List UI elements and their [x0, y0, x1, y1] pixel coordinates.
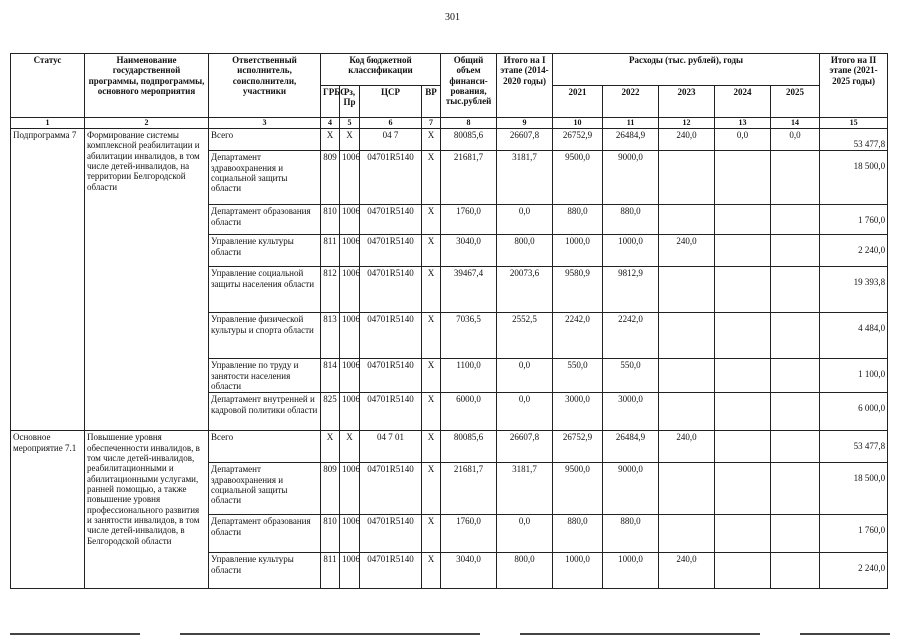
cell-y2024 [715, 431, 771, 463]
cell-grbs: Х [321, 431, 340, 463]
header-csr: ЦСР [360, 86, 422, 118]
cell-vr: Х [422, 235, 441, 267]
row-status: Подпрограмма 7 [11, 129, 85, 431]
header-budget-code: Код бюджетной классификации [321, 54, 441, 86]
col-number: 13 [715, 118, 771, 129]
cell-stage2: 1 100,0 [820, 359, 888, 393]
col-number: 2 [85, 118, 209, 129]
cell-stage2: 19 393,8 [820, 267, 888, 313]
cell-y2025 [771, 553, 820, 589]
cell-y2023 [659, 313, 715, 359]
cell-vr: Х [422, 151, 441, 205]
cell-y2024 [715, 267, 771, 313]
cell-y2022: 1000,0 [603, 553, 659, 589]
cell-executor: Всего [209, 129, 321, 151]
cell-vr: Х [422, 267, 441, 313]
cell-y2021: 26752,9 [553, 431, 603, 463]
cell-vr: Х [422, 431, 441, 463]
cell-y2023 [659, 267, 715, 313]
col-number: 12 [659, 118, 715, 129]
cell-rzpr: 1006 [340, 205, 360, 235]
cell-rzpr: Х [340, 431, 360, 463]
cell-y2024: 0,0 [715, 129, 771, 151]
col-number: 11 [603, 118, 659, 129]
header-rzpr: Рз, Пр [340, 86, 360, 118]
cell-y2021: 550,0 [553, 359, 603, 393]
cell-grbs: 814 [321, 359, 340, 393]
cell-y2023 [659, 393, 715, 431]
col-number: 10 [553, 118, 603, 129]
col-number: 9 [497, 118, 553, 129]
cell-y2025 [771, 267, 820, 313]
col-number: 7 [422, 118, 441, 129]
cell-rzpr: 1006 [340, 359, 360, 393]
cell-stage2: 4 484,0 [820, 313, 888, 359]
cell-stage2: 6 000,0 [820, 393, 888, 431]
cell-stage2: 2 240,0 [820, 553, 888, 589]
cell-csr: 04 7 01 [360, 431, 422, 463]
cell-stage1: 800,0 [497, 553, 553, 589]
cell-rzpr: 1006 [340, 463, 360, 515]
cell-grbs: 810 [321, 515, 340, 553]
header-year-2022: 2022 [603, 86, 659, 118]
cell-total: 1760,0 [441, 205, 497, 235]
cell-y2022: 880,0 [603, 515, 659, 553]
cell-stage1: 800,0 [497, 235, 553, 267]
cell-rzpr: 1006 [340, 515, 360, 553]
cell-executor: Департамент образования области [209, 515, 321, 553]
cell-y2022: 26484,9 [603, 431, 659, 463]
row-name: Формирование системы комплексной реабилитации и абилитации инвалидов, в том числе детей-инвалидов, на территории Белгородской области [85, 129, 209, 431]
cell-stage2: 53 477,8 [820, 129, 888, 151]
cell-executor: Управление социальной защиты населения области [209, 267, 321, 313]
col-number: 3 [209, 118, 321, 129]
cell-grbs: 810 [321, 205, 340, 235]
col-number: 4 [321, 118, 340, 129]
col-number: 15 [820, 118, 888, 129]
cell-y2024 [715, 553, 771, 589]
cell-vr: Х [422, 313, 441, 359]
cell-total: 6000,0 [441, 393, 497, 431]
header-grbs: ГРБС [321, 86, 340, 118]
cell-vr: Х [422, 515, 441, 553]
cell-csr: 04701R5140 [360, 359, 422, 393]
cell-vr: Х [422, 393, 441, 431]
cell-y2023: 240,0 [659, 235, 715, 267]
scan-bottom-edge [0, 633, 905, 635]
cell-y2024 [715, 515, 771, 553]
cell-y2023 [659, 151, 715, 205]
cell-vr: Х [422, 359, 441, 393]
cell-total: 1100,0 [441, 359, 497, 393]
cell-total: 7036,5 [441, 313, 497, 359]
cell-y2023: 240,0 [659, 129, 715, 151]
cell-grbs: 825 [321, 393, 340, 431]
cell-y2024 [715, 359, 771, 393]
header-name: Наименование государственной программы, подпрограммы, основного мероприятия [85, 54, 209, 118]
cell-y2022: 550,0 [603, 359, 659, 393]
cell-rzpr: 1006 [340, 235, 360, 267]
cell-y2025 [771, 151, 820, 205]
cell-vr: Х [422, 463, 441, 515]
cell-y2021: 26752,9 [553, 129, 603, 151]
cell-grbs: 809 [321, 463, 340, 515]
col-number: 8 [441, 118, 497, 129]
row-name: Повышение уровня обеспеченности инвалидов, в том числе детей-инвалидов, реабилитационными и абилитационными услугами, ранней помощью, а также повышение уровня профессионального развития и занятости инвалидов, в том числе детей-инвалидов, в Белгородской области [85, 431, 209, 589]
cell-y2022: 9000,0 [603, 151, 659, 205]
cell-y2023 [659, 359, 715, 393]
cell-csr: 04701R5140 [360, 267, 422, 313]
cell-total: 21681,7 [441, 151, 497, 205]
cell-grbs: 811 [321, 553, 340, 589]
cell-y2023: 240,0 [659, 553, 715, 589]
cell-total: 80085,6 [441, 431, 497, 463]
cell-y2025 [771, 359, 820, 393]
cell-csr: 04 7 [360, 129, 422, 151]
cell-y2021: 9500,0 [553, 151, 603, 205]
cell-y2022: 2242,0 [603, 313, 659, 359]
cell-stage2: 18 500,0 [820, 463, 888, 515]
cell-stage1: 2552,5 [497, 313, 553, 359]
cell-y2023 [659, 515, 715, 553]
cell-y2022: 880,0 [603, 205, 659, 235]
cell-y2025 [771, 431, 820, 463]
cell-rzpr: 1006 [340, 267, 360, 313]
cell-stage2: 1 760,0 [820, 515, 888, 553]
cell-stage2: 18 500,0 [820, 151, 888, 205]
cell-grbs: 813 [321, 313, 340, 359]
cell-y2025 [771, 205, 820, 235]
header-year-2021: 2021 [553, 86, 603, 118]
cell-executor: Управление физической культуры и спорта области [209, 313, 321, 359]
cell-y2024 [715, 235, 771, 267]
cell-vr: Х [422, 129, 441, 151]
cell-total: 3040,0 [441, 553, 497, 589]
cell-y2022: 3000,0 [603, 393, 659, 431]
table-row [11, 431, 888, 463]
col-number: 14 [771, 118, 820, 129]
cell-stage1: 3181,7 [497, 463, 553, 515]
cell-stage1: 26607,8 [497, 129, 553, 151]
header-expenses: Расходы (тыс. рублей), годы [553, 54, 820, 86]
cell-stage2: 1 760,0 [820, 205, 888, 235]
cell-executor: Департамент образования области [209, 205, 321, 235]
cell-total: 80085,6 [441, 129, 497, 151]
cell-y2021: 9580,9 [553, 267, 603, 313]
cell-executor: Департамент внутренней и кадровой политики области [209, 393, 321, 431]
budget-table [10, 53, 888, 589]
cell-y2025 [771, 463, 820, 515]
cell-y2024 [715, 151, 771, 205]
cell-y2021: 1000,0 [553, 553, 603, 589]
page-number: 301 [445, 12, 460, 23]
cell-executor: Управление культуры области [209, 235, 321, 267]
header-status: Статус [11, 54, 85, 118]
cell-executor: Всего [209, 431, 321, 463]
cell-stage1: 0,0 [497, 393, 553, 431]
cell-csr: 04701R5140 [360, 393, 422, 431]
col-number: 5 [340, 118, 360, 129]
header-executor: Ответственный исполнитель, соисполнители, участники [209, 54, 321, 118]
cell-rzpr: Х [340, 129, 360, 151]
cell-stage1: 0,0 [497, 515, 553, 553]
cell-total: 3040,0 [441, 235, 497, 267]
cell-y2021: 2242,0 [553, 313, 603, 359]
cell-stage1: 0,0 [497, 205, 553, 235]
header-year-2025: 2025 [771, 86, 820, 118]
cell-y2021: 1000,0 [553, 235, 603, 267]
col-number: 1 [11, 118, 85, 129]
header-year-2023: 2023 [659, 86, 715, 118]
header-year-2024: 2024 [715, 86, 771, 118]
cell-y2025 [771, 235, 820, 267]
column-number-row [11, 118, 888, 129]
cell-csr: 04701R5140 [360, 205, 422, 235]
cell-grbs: 812 [321, 267, 340, 313]
cell-y2023 [659, 463, 715, 515]
table-row [11, 129, 888, 151]
cell-csr: 04701R5140 [360, 463, 422, 515]
header-total-financing: Общий объем финанси-рования, тыс.рублей [441, 54, 497, 118]
header-stage1: Итого на I этапе (2014-2020 годы) [497, 54, 553, 118]
cell-csr: 04701R5140 [360, 235, 422, 267]
header-vr: ВР [422, 86, 441, 118]
col-number: 6 [360, 118, 422, 129]
cell-executor: Департамент здравоохранения и социальной защиты области [209, 151, 321, 205]
cell-y2021: 9500,0 [553, 463, 603, 515]
header-stage2: Итого на II этапе (2021-2025 годы) [820, 54, 888, 118]
cell-stage1: 26607,8 [497, 431, 553, 463]
cell-y2022: 9000,0 [603, 463, 659, 515]
cell-rzpr: 1006 [340, 151, 360, 205]
cell-grbs: 809 [321, 151, 340, 205]
cell-rzpr: 1006 [340, 553, 360, 589]
cell-csr: 04701R5140 [360, 151, 422, 205]
cell-y2024 [715, 463, 771, 515]
cell-y2025 [771, 515, 820, 553]
cell-y2025 [771, 313, 820, 359]
cell-rzpr: 1006 [340, 313, 360, 359]
cell-executor: Управление по труду и занятости населения области [209, 359, 321, 393]
cell-executor: Департамент здравоохранения и социальной защиты области [209, 463, 321, 515]
cell-y2024 [715, 313, 771, 359]
cell-y2025 [771, 393, 820, 431]
cell-y2022: 26484,9 [603, 129, 659, 151]
row-status: Основное мероприятие 7.1 [11, 431, 85, 589]
cell-stage1: 20073,6 [497, 267, 553, 313]
cell-stage1: 0,0 [497, 359, 553, 393]
cell-executor: Управление культуры области [209, 553, 321, 589]
cell-y2023 [659, 205, 715, 235]
cell-y2025: 0,0 [771, 129, 820, 151]
cell-total: 39467,4 [441, 267, 497, 313]
cell-stage1: 3181,7 [497, 151, 553, 205]
cell-y2022: 1000,0 [603, 235, 659, 267]
cell-stage2: 2 240,0 [820, 235, 888, 267]
cell-y2021: 880,0 [553, 205, 603, 235]
cell-csr: 04701R5140 [360, 553, 422, 589]
cell-vr: Х [422, 553, 441, 589]
cell-rzpr: 1006 [340, 393, 360, 431]
cell-grbs: Х [321, 129, 340, 151]
cell-y2021: 880,0 [553, 515, 603, 553]
cell-csr: 04701R5140 [360, 515, 422, 553]
cell-grbs: 811 [321, 235, 340, 267]
cell-total: 1760,0 [441, 515, 497, 553]
cell-y2021: 3000,0 [553, 393, 603, 431]
cell-stage2: 53 477,8 [820, 431, 888, 463]
cell-total: 21681,7 [441, 463, 497, 515]
cell-y2024 [715, 393, 771, 431]
cell-y2022: 9812,9 [603, 267, 659, 313]
cell-y2024 [715, 205, 771, 235]
cell-vr: Х [422, 205, 441, 235]
cell-csr: 04701R5140 [360, 313, 422, 359]
cell-y2023: 240,0 [659, 431, 715, 463]
